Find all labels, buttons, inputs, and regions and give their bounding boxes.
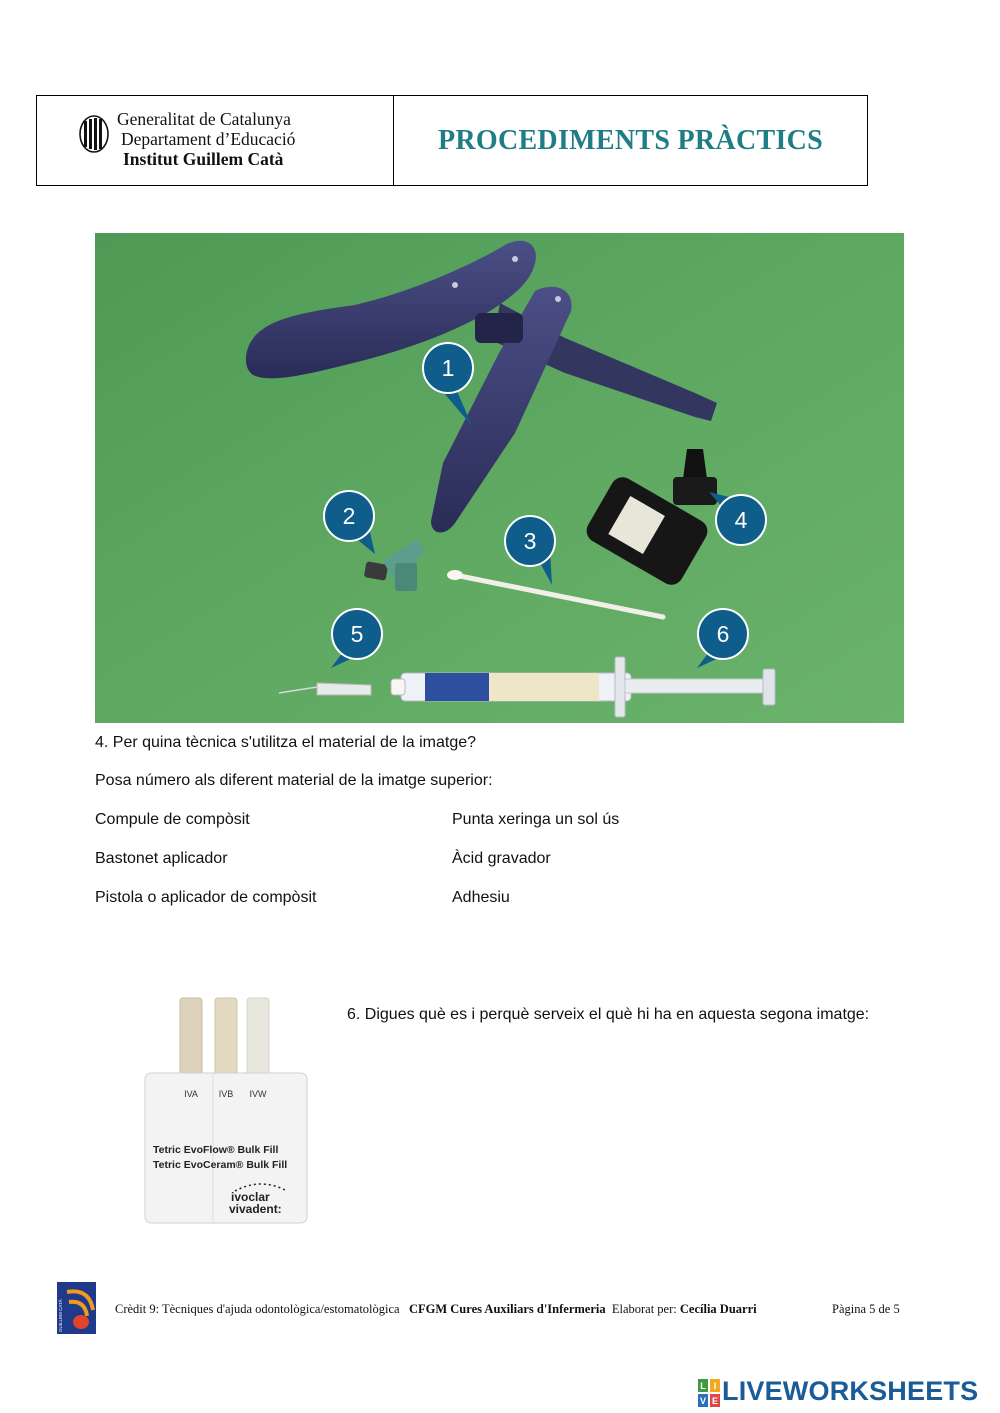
- brand-vivadent: vivadent:: [229, 1202, 282, 1216]
- document-title: PROCEDIMENTS PRÀCTICS: [437, 124, 824, 156]
- question-6: 6. Digues què es i perquè serveix el què hi ha en aquesta segona imatge:: [347, 1006, 870, 1023]
- page-number: Pàgina 5 de 5: [832, 1302, 900, 1316]
- item-compule: Compule de compòsit: [95, 811, 250, 828]
- org-name: Generalitat de Catalunya: [117, 109, 291, 129]
- item-bastonet: Bastonet aplicador: [95, 850, 228, 867]
- marker-6-label: 6: [716, 621, 730, 647]
- footer-course: CFGM Cures Auxiliars d'Infermeria: [408, 1302, 606, 1316]
- header-table: [36, 95, 868, 186]
- product-line-2: Tetric EvoCeram® Bulk Fill: [153, 1159, 288, 1171]
- marker-3-label: 3: [523, 528, 537, 554]
- liveworksheets-icon: [698, 1379, 720, 1407]
- shade-guide-photo: [135, 993, 312, 1228]
- question-4: 4. Per quina tècnica s'utilitza el material de la imatge?: [95, 734, 477, 751]
- liveworksheets-brand[interactable]: LIVEWORKSHEETS: [722, 1376, 979, 1406]
- shade-label-ivb: IVB: [218, 1089, 234, 1099]
- marker-5-label: 5: [350, 621, 364, 647]
- institute-logo-text: GUILLEM CATÀ: [58, 1299, 63, 1332]
- item-adhesiu: Adhesiu: [452, 889, 510, 906]
- shade-label-ivw: IVW: [249, 1089, 267, 1099]
- svg-text:E: E: [711, 1396, 719, 1406]
- footer-credit-name: Crèdit 9: Tècniques d'ajuda odontològica/estomatològica: [115, 1302, 400, 1316]
- item-punta: Punta xeringa un sol ús: [452, 811, 620, 828]
- brand-ivoclar: ivoclar: [231, 1190, 270, 1204]
- institute-name: Institut Guillem Catà: [123, 149, 284, 169]
- generalitat-logo: [79, 115, 109, 153]
- product-line-1: Tetric EvoFlow® Bulk Fill: [153, 1144, 279, 1156]
- footer-credit: [115, 1302, 757, 1317]
- svg-text:V: V: [699, 1396, 707, 1406]
- dental-materials-photo: [95, 233, 904, 723]
- department-name: Departament d’Educació: [121, 129, 296, 149]
- marker-4-label: 4: [734, 507, 748, 533]
- shade-label-iva: IVA: [184, 1089, 198, 1099]
- svg-text:L: L: [700, 1381, 706, 1391]
- institute-logo: [57, 1282, 96, 1334]
- marker-1-label: 1: [441, 355, 455, 381]
- item-pistola: Pistola o aplicador de compòsit: [95, 889, 317, 906]
- footer-author-label: Elaborat per:: [611, 1302, 677, 1316]
- footer-author: Cecília Duarri: [679, 1302, 757, 1316]
- instruction-text: Posa número als diferent material de la imatge superior:: [95, 772, 493, 789]
- item-acid: Àcid gravador: [452, 850, 551, 867]
- marker-2-label: 2: [342, 503, 356, 529]
- svg-text:I: I: [713, 1381, 717, 1391]
